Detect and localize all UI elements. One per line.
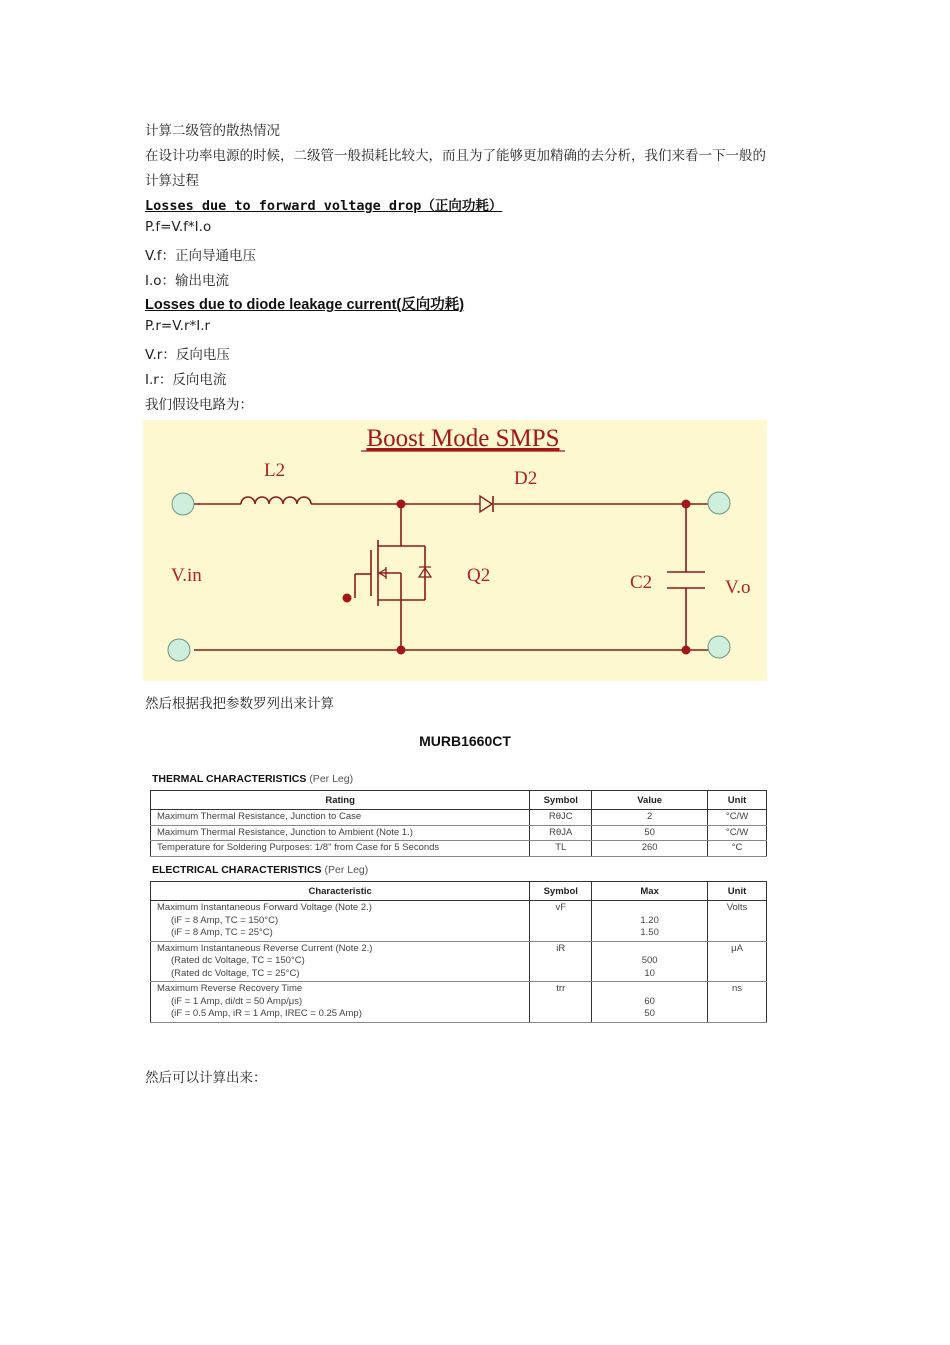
datasheet-part-number: MURB1660CT xyxy=(419,733,511,749)
intro-title: 计算二级管的散热情况 xyxy=(145,123,280,139)
reverse-voltage-definition: V.r：反向电压 xyxy=(145,347,230,363)
input-terminal-top xyxy=(172,493,194,515)
table-row: Maximum Reverse Recovery Time (iF = 1 Amp, di/dt = 50 Amp/μs) (iF = 0.5 Amp, iR = 1 Amp, IREC = 0.25 Amp) trr 60 50 ns xyxy=(151,982,767,1023)
input-voltage-label: V.in xyxy=(171,565,202,586)
table-row: Maximum Thermal Resistance, Junction to Case RθJC 2 °C/W xyxy=(151,810,767,826)
table-row: Maximum Instantaneous Reverse Current (Note 2.) (Rated dc Voltage, TC = 150°C) (Rated dc Voltage, TC = 25°C) iR 500 10 μA xyxy=(151,941,767,982)
column-header: Max xyxy=(592,882,708,901)
closing-text: 然后可以计算出来： xyxy=(145,1070,267,1086)
intro-paragraph: 在设计功率电源的时候，二级管一般损耗比较大，而且为了能够更加精确的去分析，我们来看一下一般的 xyxy=(145,148,766,164)
electrical-characteristics-table xyxy=(150,881,767,1023)
column-header: Unit xyxy=(708,791,767,810)
input-terminal-bottom xyxy=(168,639,190,661)
table-row: Maximum Thermal Resistance, Junction to Ambient (Note 1.) RθJA 50 °C/W xyxy=(151,825,767,841)
thermal-characteristics-table xyxy=(150,790,767,857)
table-row: Maximum Instantaneous Forward Voltage (Note 2.) (iF = 8 Amp, TC = 150°C) (iF = 8 Amp, TC = 25°C) vF 1.20 1.50 Volts xyxy=(151,901,767,942)
capacitor-label: C2 xyxy=(630,572,653,593)
column-header: Symbol xyxy=(530,882,592,901)
output-terminal-top xyxy=(708,492,730,514)
table-row: Temperature for Soldering Purposes: 1/8" from Case for 5 Seconds TL 260 °C xyxy=(151,841,767,857)
circuit-background xyxy=(143,420,767,681)
intro-paragraph-continued: 计算过程 xyxy=(145,173,199,189)
gate-terminal-dot xyxy=(343,594,352,603)
forward-loss-formula: P.f=V.f*I.o xyxy=(145,219,212,235)
column-header: Symbol xyxy=(530,791,592,810)
inductor-label: L2 xyxy=(264,460,286,481)
electrical-characteristics-heading: ELECTRICAL CHARACTERISTICS (Per Leg) xyxy=(152,864,369,876)
output-terminal-bottom xyxy=(708,636,730,658)
column-header: Unit xyxy=(708,882,767,901)
params-intro: 然后根据我把参数罗列出来计算 xyxy=(145,696,334,712)
table-header-row xyxy=(151,882,767,901)
reverse-current-definition: I.r：反向电流 xyxy=(145,372,227,388)
output-current-definition: I.o：输出电流 xyxy=(145,273,230,289)
diode-label: D2 xyxy=(514,468,538,489)
thermal-characteristics-heading: THERMAL CHARACTERISTICS (Per Leg) xyxy=(152,773,354,785)
leakage-loss-heading: Losses due to diode leakage current(反向功耗) xyxy=(145,297,465,313)
circuit-intro: 我们假设电路为： xyxy=(145,397,253,413)
column-header: Rating xyxy=(151,791,530,810)
boost-circuit-diagram xyxy=(143,420,767,681)
circuit-title: Boost Mode SMPS xyxy=(366,425,560,452)
forward-loss-heading: Losses due to forward voltage drop（正向功耗） xyxy=(145,198,503,214)
output-voltage-label: V.o xyxy=(725,577,751,598)
table-header-row xyxy=(151,791,767,810)
reverse-loss-formula: P.r=V.r*I.r xyxy=(145,318,211,334)
transistor-label: Q2 xyxy=(467,565,491,586)
forward-voltage-definition: V.f：正向导通电压 xyxy=(145,248,257,264)
column-header: Value xyxy=(592,791,708,810)
column-header: Characteristic xyxy=(151,882,530,901)
